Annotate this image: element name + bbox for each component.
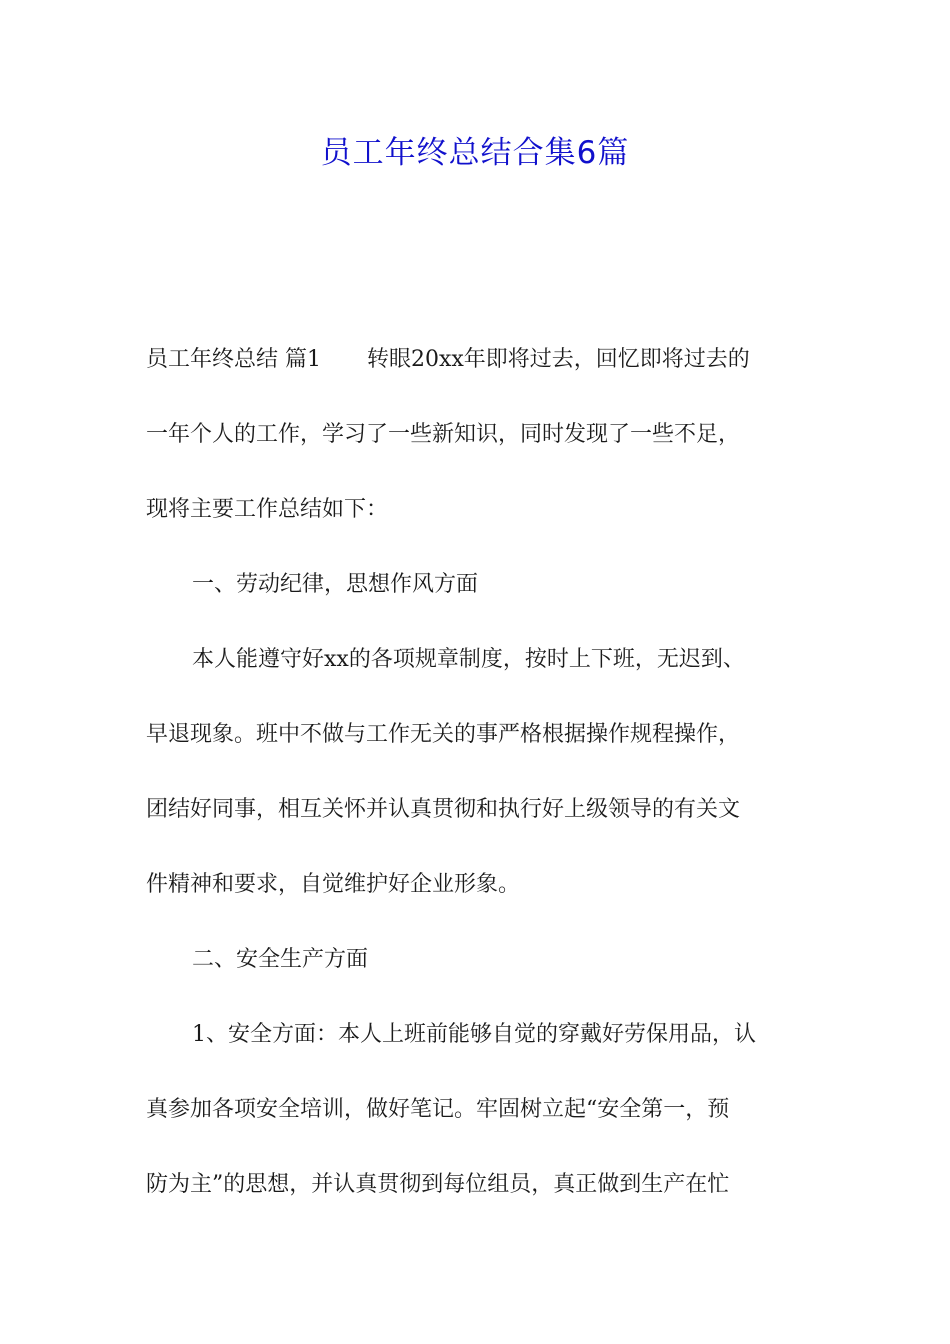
paragraph-line: 1、安全方面：本人上班前能够自觉的穿戴好劳保用品，认: [192, 1022, 756, 1047]
line-text: 转眼20xx年即将过去，回忆即将过去的: [367, 347, 750, 372]
paragraph-line: 真参加各项安全培训，做好笔记。牢固树立起“安全第一，预: [146, 1097, 730, 1122]
paragraph-line: 本人能遵守好xx的各项规章制度，按时上下班，无迟到、: [192, 647, 745, 672]
paragraph-line: 一年个人的工作，学习了一些新知识，同时发现了一些不足，: [146, 422, 741, 447]
paragraph-line: 团结好同事，相互关怀并认真贯彻和执行好上级领导的有关文: [146, 797, 741, 822]
subheading: 二、安全生产方面: [192, 947, 369, 972]
paragraph-line: 防为主”的思想，并认真贯彻到每位组员，真正做到生产在忙: [146, 1172, 730, 1197]
document-body: [146, 335, 812, 1235]
subheading: 一、劳动纪律，思想作风方面: [192, 572, 479, 597]
paragraph-line: 件精神和要求，自觉维护好企业形象。: [146, 872, 521, 897]
paragraph-line: 现将主要工作总结如下：: [146, 497, 389, 522]
section-heading: 员工年终总结 篇1: [146, 347, 321, 372]
paragraph-line: 早退现象。班中不做与工作无关的事严格根据操作规程操作，: [146, 722, 741, 747]
paragraph-line: [146, 335, 812, 410]
document-title: 员工年终总结合集6篇: [320, 135, 630, 171]
